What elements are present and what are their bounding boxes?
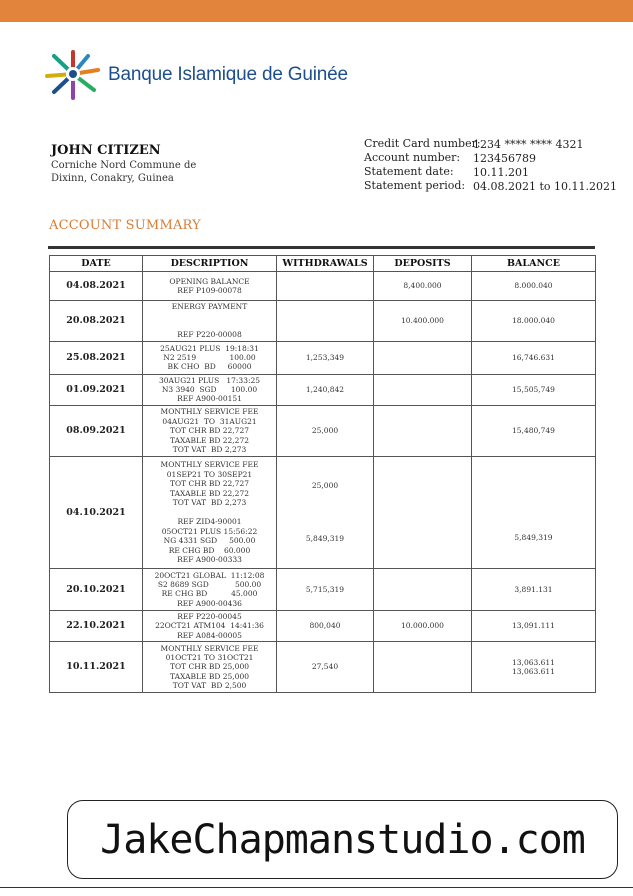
statement-period-label: Statement period: bbox=[364, 179, 466, 192]
statement-date-value: 10.11.201 bbox=[473, 166, 529, 179]
row-date: 08.09.2021 bbox=[50, 405, 143, 456]
header-description: DESCRIPTION bbox=[143, 256, 277, 272]
customer-address-line1: Corniche Nord Commune de bbox=[51, 160, 197, 171]
header-date: DATE bbox=[50, 256, 143, 272]
row-withdrawals: 5,715,319 bbox=[277, 568, 374, 610]
table-row bbox=[50, 610, 596, 641]
row-description: 30AUG21 PLUS 17:33:25 N3 3940 SGD 100.00 REF A900-00151 bbox=[143, 374, 277, 405]
row-withdrawals: 27,540 bbox=[277, 642, 374, 693]
row-date: 10.11.2021 bbox=[50, 642, 143, 693]
credit-card-label: Credit Card number: bbox=[364, 137, 481, 150]
row-date: 20.08.2021 bbox=[50, 301, 143, 342]
row-deposits bbox=[374, 341, 472, 374]
header-withdrawals: WITHDRAWALS bbox=[277, 256, 374, 272]
row-withdrawals: 1,253,349 bbox=[277, 341, 374, 374]
row-description-part2: REF ZID4-90001 05OCT21 PLUS 15:56:22 NG 4331 SGD 500.00 RE CHG BD 60.000 REF A900-00333 bbox=[161, 517, 258, 564]
row-balance: 5,849,319 bbox=[472, 456, 596, 568]
watermark-box bbox=[67, 800, 618, 879]
row-balance: 8.000.040 bbox=[472, 272, 596, 301]
bank-logo-icon bbox=[42, 46, 104, 102]
row-date: 04.08.2021 bbox=[50, 272, 143, 301]
header-balance: BALANCE bbox=[472, 256, 596, 272]
row-withdrawals: 25,000 bbox=[277, 405, 374, 456]
row-balance: 15,480,749 bbox=[472, 405, 596, 456]
row-withdrawals: 1,240,842 bbox=[277, 374, 374, 405]
row-deposits: 10.000.000 bbox=[374, 610, 472, 641]
row-description: OPENING BALANCE REF P109-00078 bbox=[143, 272, 277, 301]
row-deposits bbox=[374, 405, 472, 456]
row-description: REF P220-00045 22OCT21 ATM104 14:41:36 REF A084-00005 bbox=[143, 610, 277, 641]
row-deposits: 10.400.000 bbox=[374, 301, 472, 342]
row-description bbox=[143, 456, 277, 568]
statement-period-value: 04.08.2021 to 10.11.2021 bbox=[473, 180, 617, 193]
bottom-border-line bbox=[0, 887, 633, 888]
row-withdrawals bbox=[277, 272, 374, 301]
account-number-value: 123456789 bbox=[473, 152, 536, 165]
row-balance: 13,063.611 13,063.611 bbox=[472, 642, 596, 693]
transactions-table bbox=[49, 255, 596, 693]
table-row bbox=[50, 374, 596, 405]
statement-date-label: Statement date: bbox=[364, 165, 454, 178]
table-row bbox=[50, 568, 596, 610]
row-date: 01.09.2021 bbox=[50, 374, 143, 405]
credit-card-value: 1234 **** **** 4321 bbox=[473, 138, 584, 151]
row-balance: 15,505,749 bbox=[472, 374, 596, 405]
table-row bbox=[50, 405, 596, 456]
row-deposits bbox=[374, 568, 472, 610]
table-row bbox=[50, 456, 596, 568]
row-date: 04.10.2021 bbox=[50, 456, 143, 568]
row-deposits bbox=[374, 456, 472, 568]
top-accent-bar bbox=[0, 0, 633, 22]
customer-address-line2: Dixinn, Conakry, Guinea bbox=[51, 173, 174, 184]
row-date: 20.10.2021 bbox=[50, 568, 143, 610]
summary-divider bbox=[48, 246, 595, 249]
row-date: 22.10.2021 bbox=[50, 610, 143, 641]
table-header-row bbox=[50, 256, 596, 272]
row-description: ENERGY PAYMENT REF P220-00008 bbox=[143, 301, 277, 342]
row-date: 25.08.2021 bbox=[50, 341, 143, 374]
row-deposits: 8,400.000 bbox=[374, 272, 472, 301]
row-description: MONTHLY SERVICE FEE 04AUG21 TO 31AUG21 TOT CHR BD 22,727 TAXABLE BD 22,272 TOT VAT BD 2,273 bbox=[143, 405, 277, 456]
row-balance: 16,746.631 bbox=[472, 341, 596, 374]
row-withdrawals bbox=[277, 301, 374, 342]
row-withdrawals-part2: 5,849,319 bbox=[305, 534, 345, 544]
row-withdrawals-gap bbox=[279, 490, 371, 534]
row-balance: 13,091.111 bbox=[472, 610, 596, 641]
watermark-text: JakeChapmanstudio.com bbox=[100, 816, 585, 863]
row-balance: 3,891.131 bbox=[472, 568, 596, 610]
account-number-label: Account number: bbox=[364, 151, 461, 164]
row-description: MONTHLY SERVICE FEE 01OCT21 TO 31OCT21 TOT CHR BD 25,000 TAXABLE BD 25,000 TOT VAT BD 2,500 bbox=[143, 642, 277, 693]
table-row bbox=[50, 272, 596, 301]
account-summary-title: ACCOUNT SUMMARY bbox=[49, 218, 201, 233]
row-description: 25AUG21 PLUS 19:18:31 N2 2519 100.00 BK CHO BD 60000 bbox=[143, 341, 277, 374]
row-description-part1: MONTHLY SERVICE FEE 01SEP21 TO 30SEP21 TOT CHR BD 22,727 TAXABLE BD 22,272 TOT VAT BD 2,273 bbox=[160, 460, 259, 507]
row-withdrawals-part1: 25,000 bbox=[311, 480, 339, 490]
row-withdrawals bbox=[277, 456, 374, 568]
table-row bbox=[50, 301, 596, 342]
bank-name: Banque Islamique de Guinée bbox=[108, 64, 348, 85]
table-row bbox=[50, 642, 596, 693]
row-withdrawals: 800,040 bbox=[277, 610, 374, 641]
row-deposits bbox=[374, 642, 472, 693]
table-row bbox=[50, 341, 596, 374]
customer-name: JOHN CITIZEN bbox=[51, 143, 161, 158]
row-deposits bbox=[374, 374, 472, 405]
header-deposits: DEPOSITS bbox=[374, 256, 472, 272]
row-description: 20OCT21 GLOBAL 11:12:08 S2 8689 SGD 500.00 RE CHG BD 45.000 REF A900-00436 bbox=[143, 568, 277, 610]
row-description-gap bbox=[145, 507, 274, 517]
row-balance: 18.000.040 bbox=[472, 301, 596, 342]
